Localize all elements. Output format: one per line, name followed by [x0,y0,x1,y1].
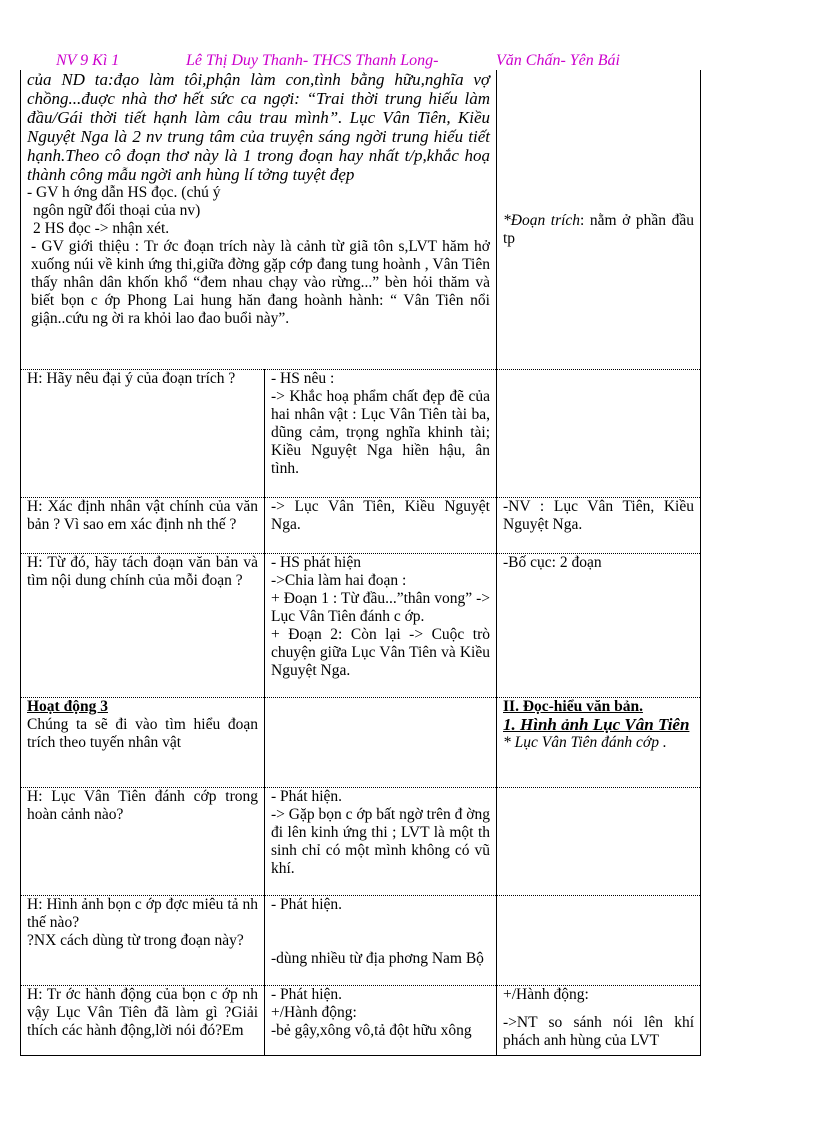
table-row-intro [21,70,701,370]
table-row [21,896,701,986]
note-cell [497,986,701,1056]
note-cell [497,788,701,896]
question-wording: ?NX cách dùng từ trong đoạn này? [27,932,244,949]
question-characters: H: Xác định nhân vật chính của văn bản ? Vì sao em xác định nh thế ? [27,498,258,533]
lesson-table [20,70,701,1056]
guide-line-3: 2 HS đọc -> nhận xét. [33,220,170,237]
subsection-point: * Lục Vân Tiên đánh cớp . [503,734,667,751]
answer-line: +/Hành động: [271,1004,357,1021]
question-structure: H: Từ đó, hãy tách đoạn văn bản và tìm nội dung chính của mỗi đoạn ? [27,554,258,589]
answer-line: -> Gặp bọn c ớp bất ngờ trên đ ờng đi lên kinh ứng thi ; LVT là một th sinh chỉ có một mình không có vũ khí. [271,806,490,877]
section-heading: II. Đọc-hiểu văn bản. [503,698,643,715]
answer-cell [265,986,497,1056]
answer-line: - HS phát hiện [271,554,361,571]
answer-cell [265,896,497,986]
question-cell [21,554,265,698]
answer-line: -> Khắc hoạ phẩm chất đẹp đẽ của hai nhân vật : Lục Vân Tiên tài ba, dũng cảm, trọng nghĩa khinh tài; Kiều Nguyệt Nga hiền hậu, ân tình. [271,388,490,477]
answer-cell [265,788,497,896]
page-header [40,52,660,72]
header-author: Lê Thị Duy Thanh- THCS Thanh Long- [186,52,439,69]
guide-line-1: - GV h ớng dẫn HS đọc. (chú ý [27,184,221,201]
answer-line: - Phát hiện. [271,986,343,1003]
table-row [21,788,701,896]
intro-context: - GV giới thiệu : Tr ớc đoạn trích này là cảnh từ giã tôn s,LVT hăm hở xuống núi về kinh ứng thi,giữa đờng gặp cớp đang tung hoành , Vân Tiên thấy nhân dân khốn khổ “đem nhau chạy vào rừng...” bèn hỏi thăm và biết bọn c ớp Phong Lai hung hăn đang hoành hành: “ Vân Tiên nổi giận..cứu ng ời ra khỏi lao đao buổi này”. [31,238,490,327]
answer-cell [265,698,497,788]
answer-line: ->Chia làm hai đoạn : [271,572,407,589]
answer-line: - HS nêu : [271,370,335,387]
activity-title: Hoạt động 3 [27,698,108,715]
note-cell [497,896,701,986]
table-row [21,698,701,788]
note-cell [497,498,701,554]
intro-paragraph: của ND ta:đạo làm tôi,phận làm con,tình bằng hữu,nghĩa vợ chồng...đuợc nhà thơ hết sức ca ngợi: “Trai thời trung hiếu làm đầu/Gái thời tiết hạnh làm câu trau mình”. Lục Vân Tiên, Kiều Nguyệt Nga là 2 nv trung tâm của truyện sáng ngời trung hiếu tiết hạnh.Theo cô đoạn thơ này là 1 trong đoạn hay nhất t/p,khắc hoạ thành công mẫu ngời anh hùng lí tởng tuyệt đẹp [27,70,490,184]
header-subject: NV 9 Kì 1 [56,52,120,69]
intro-cell [21,70,497,370]
note-structure: -Bố cục: 2 đoạn [503,554,602,571]
question-actions: H: Tr ớc hành động của bọn c ớp nh vậy Lục Vân Tiên đã làm gì ?Giải thích các hành động,lời nói đó?Em [27,986,258,1039]
excerpt-label: *Đoạn trích [503,212,581,229]
answer-line: - Phát hiện. [271,896,343,913]
note-cell [497,554,701,698]
note-cell [497,698,701,788]
intro-note-cell [497,70,701,370]
answer-cell [265,370,497,498]
question-main-idea: H: Hãy nêu đại ý của đoạn trích ? [27,370,236,387]
note-line: +/Hành động: [503,986,589,1003]
question-bandits: H: Hình ảnh bọn c ớp đợc miêu tả nh thế nào? [27,896,258,931]
note-cell [497,370,701,498]
question-cell [21,370,265,498]
table-row [21,498,701,554]
answer-cell [265,554,497,698]
answer-line: -dùng nhiều từ địa phơng Nam Bộ [271,950,484,967]
guide-line-2: ngôn ngữ đối thoại của nv) [33,202,201,219]
activity-cell [21,698,265,788]
question-cell [21,986,265,1056]
subsection-heading: 1. Hình ảnh Lục Vân Tiên [503,715,690,734]
answer-line: -bẻ gậy,xông vô,tả đột hữu xông [271,1022,472,1039]
activity-text: Chúng ta sẽ đi vào tìm hiểu đoạn trích theo tuyến nhân vật [27,716,258,751]
note-line: ->NT so sánh nói lên khí phách anh hùng của LVT [503,1014,694,1049]
answer-line: + Đoạn 1 : Từ đầu...”thân vong” -> Lục Vân Tiên đánh c ớp. [271,590,490,625]
answer-line: + Đoạn 2: Còn lại -> Cuộc trò chuyện giữa Lục Vân Tiên và Kiều Nguyệt Nga. [271,626,490,679]
excerpt-text: : nằm ở phần đầu tp [503,212,695,247]
question-cell [21,788,265,896]
table-row [21,986,701,1056]
question-circumstance: H: Lục Vân Tiên đánh cớp trong hoàn cảnh nào? [27,788,258,823]
answer-line: -> Lục Vân Tiên, Kiều Nguyệt Nga. [271,498,490,533]
table-row [21,370,701,498]
header-location: Văn Chấn- Yên Bái [496,52,620,69]
table-row [21,554,701,698]
question-cell [21,498,265,554]
question-cell [21,896,265,986]
answer-cell [265,498,497,554]
answer-line: - Phát hiện. [271,788,343,805]
note-characters: -NV : Lục Vân Tiên, Kiều Nguyệt Nga. [503,498,694,533]
